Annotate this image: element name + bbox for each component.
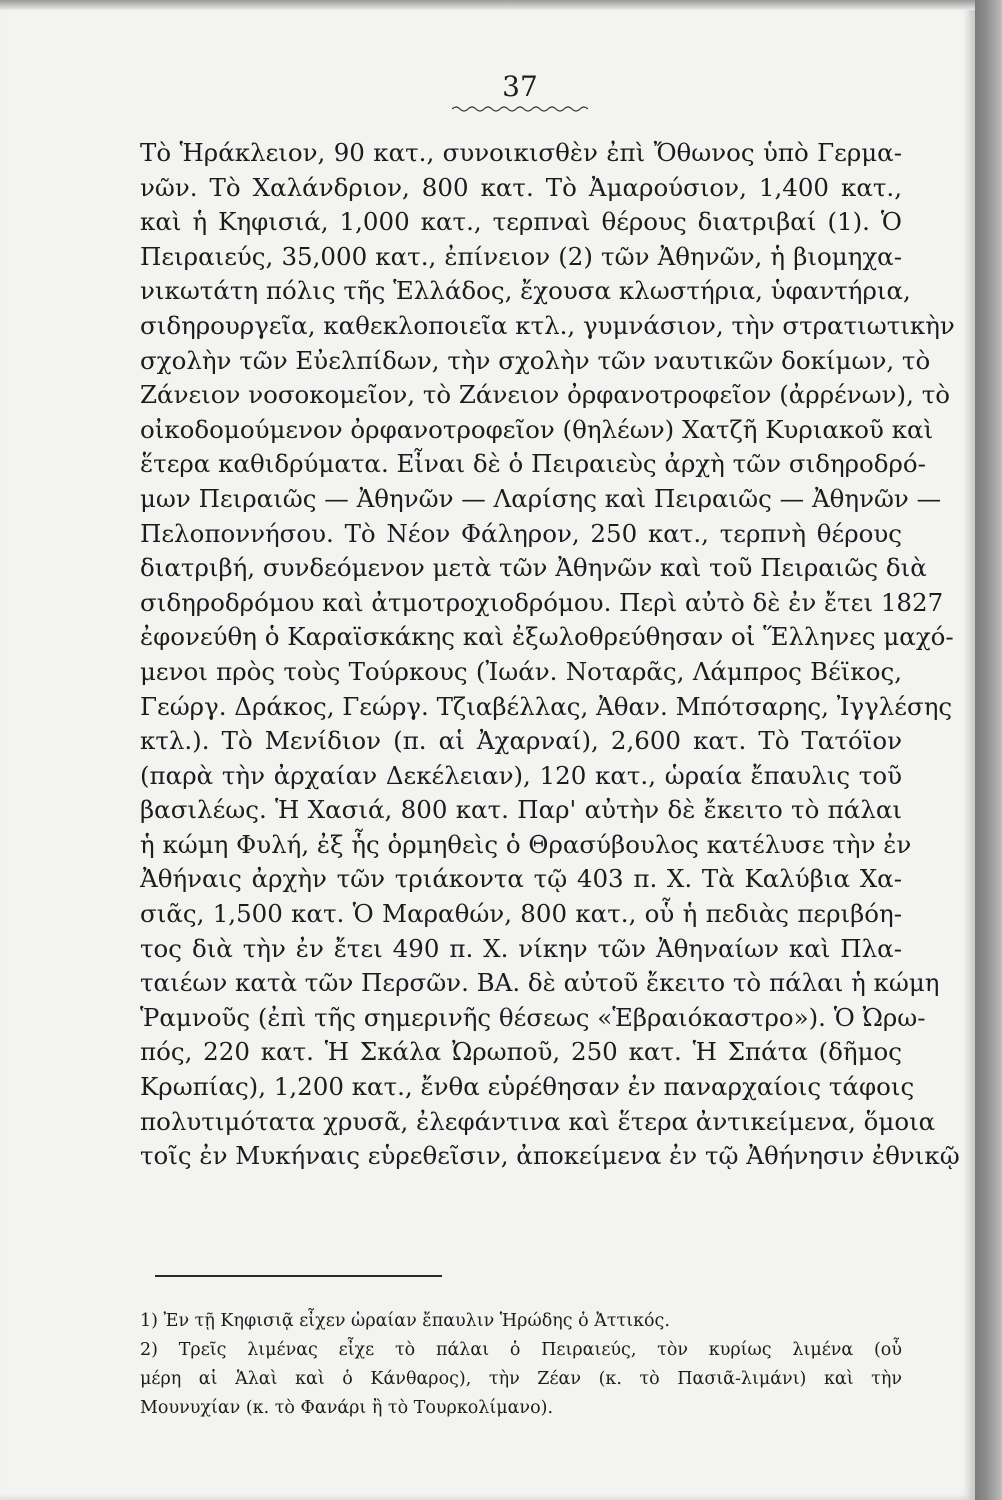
text-line: (παρὰ τὴν ἀρχαίαν Δεκέλειαν), 120 κατ., ὡραία ἔπαυλις τοῦ: [140, 760, 902, 790]
footnote-line: Μουνυχίαν (κ. τὸ Φανάρι ἢ τὸ Τουρκολίμανο).: [140, 1398, 554, 1418]
footnote-line: μέρη αἱ Ἁλαὶ καὶ ὁ Κάνθαρος), τὴν Ζέαν (κ. τὸ Πασιᾶ-λιμάνι) καὶ τὴν: [140, 1369, 902, 1389]
text-line: μενοι πρὸς τοὺς Τούρκους (Ἰωάν. Νοταρᾶς, Λάμπρος Βέϊκος,: [140, 656, 902, 686]
text-line: βασιλέως. Ἡ Χασιά, 800 κατ. Παρ' αὐτὴν δὲ ἔκειτο τὸ πάλαι: [140, 795, 902, 825]
text-line: οἰκοδομούμενον ὀρφανοτροφεῖον (θηλέων) Χατζῆ Κυριακοῦ καὶ: [140, 414, 934, 444]
footnotes: [140, 1307, 902, 1423]
page-gutter-shadow: [975, 0, 1002, 1500]
text-line: νῶν. Τὸ Χαλάνδριον, 800 κατ. Τὸ Ἀμαρούσιον, 1,400 κατ.,: [140, 172, 902, 202]
text-line: Ἀθήναις ἀρχὴν τῶν τριάκοντα τῷ 403 π. Χ. Τὰ Καλύβια Χα-: [140, 864, 902, 894]
body-text: [140, 136, 960, 1174]
text-line: καὶ ἡ Κηφισιά, 1,000 κατ., τερπναὶ θέρους διατριβαί (1). Ὁ: [140, 207, 902, 237]
text-line: πολυτιμότατα χρυσᾶ, ἐλεφάντινα καὶ ἕτερα ἀντικείμενα, ὅμοια: [140, 1106, 936, 1136]
text-line: μων Πειραιῶς — Ἀθηνῶν — Λαρίσης καὶ Πειραιῶς — Ἀθηνῶν —: [140, 483, 942, 513]
text-line: τοῖς ἐν Μυκήναις εὑρεθεῖσιν, ἀποκείμενα ἐν τῷ Ἀθήνησιν ἐθνικῷ: [140, 1141, 960, 1171]
text-line: σιᾶς, 1,500 κατ. Ὁ Μαραθών, 800 κατ., οὗ ἡ πεδιὰς περιβόη-: [140, 899, 902, 929]
text-line: Τὸ Ἡράκλειον, 90 κατ., συνοικισθὲν ἐπὶ Ὄθωνος ὑπὸ Γερμα-: [140, 138, 902, 167]
text-line: ἡ κώμη Φυλή, ἐξ ἧς ὁρμηθεὶς ὁ Θρασύβουλος κατέλυσε τὴν ἐν: [140, 829, 912, 859]
text-line: Ῥαμνοῦς (ἐπὶ τῆς σημερινῆς θέσεως «Ἑβραιόκαστρο»). Ὁ Ὠρω-: [140, 1002, 926, 1032]
text-line: κτλ.). Τὸ Μενίδιον (π. αἱ Ἀχαρναί), 2,600 κατ. Τὸ Τατόϊον: [140, 726, 902, 756]
page-top-edge: [0, 0, 975, 10]
page-number: 37: [502, 70, 538, 103]
text-line: πός, 220 κατ. Ἡ Σκάλα Ὠρωποῦ, 250 κατ. Ἡ Σπάτα (δῆμος: [140, 1037, 902, 1067]
text-line: ταιέων κατὰ τῶν Περσῶν. ΒΑ. δὲ αὐτοῦ ἔκειτο τὸ πάλαι ἡ κώμη: [140, 968, 940, 998]
text-line: σιδηροδρόμου καὶ ἀτμοτροχιοδρόμου. Περὶ αὐτὸ δὲ ἐν ἔτει 1827: [140, 587, 944, 617]
text-line: τος διὰ τὴν ἐν ἔτει 490 π. Χ. νίκην τῶν Ἀθηναίων καὶ Πλα-: [140, 933, 902, 963]
footnote-line: 1) Ἐν τῇ Κηφισιᾷ εἶχεν ὡραίαν ἔπαυλιν Ἡρώδης ὁ Ἀττικός.: [140, 1311, 670, 1331]
text-line: ἐφονεύθη ὁ Καραϊσκάκης καὶ ἐξωλοθρεύθησαν οἱ Ἕλληνες μαχό-: [140, 622, 954, 652]
wavy-rule-ornament: [452, 104, 588, 114]
text-line: διατριβή, συνδεόμενον μετὰ τῶν Ἀθηνῶν καὶ τοῦ Πειραιῶς διὰ: [140, 553, 927, 583]
text-line: Πειραιεύς, 35,000 κατ., ἐπίνειον (2) τῶν Ἀθηνῶν, ἡ βιομηχα-: [140, 241, 902, 271]
text-line: Πελοποννήσου. Τὸ Νέον Φάληρον, 250 κατ., τερπνὴ θέρους: [140, 518, 902, 548]
text-line: Ζάνειον νοσοκομεῖον, τὸ Ζάνειον ὀρφανοτροφεῖον (ἀρρένων), τὸ: [140, 380, 950, 410]
text-line: ἕτερα καθιδρύματα. Εἶναι δὲ ὁ Πειραιεὺς ἀρχὴ τῶν σιδηροδρό-: [140, 449, 926, 479]
text-line: Κρωπίας), 1,200 κατ., ἔνθα εὑρέθησαν ἐν παναρχαίοις τάφοις: [140, 1072, 915, 1102]
text-line: Γεώργ. Δράκος, Γεώργ. Τζιαβέλλας, Ἀθαν. Μπότσαρης, Ἰγγλέσης: [140, 691, 953, 721]
footnote-divider: [155, 1275, 442, 1277]
text-line: σιδηρουργεῖα, καθεκλοποιεῖα κτλ., γυμνάσιον, τὴν στρατιωτικὴν: [140, 310, 955, 340]
text-line: σχολὴν τῶν Εὐελπίδων, τὴν σχολὴν τῶν ναυτικῶν δοκίμων, τὸ: [140, 345, 931, 375]
text-line: νικωτάτη πόλις τῆς Ἑλλάδος, ἔχουσα κλωστήρια, ὑφαντήρια,: [140, 276, 911, 306]
footnote-line: 2) Τρεῖς λιμένας εἶχε τὸ πάλαι ὁ Πειραιεύς, τὸν κυρίως λιμένα (οὗ: [140, 1340, 902, 1360]
